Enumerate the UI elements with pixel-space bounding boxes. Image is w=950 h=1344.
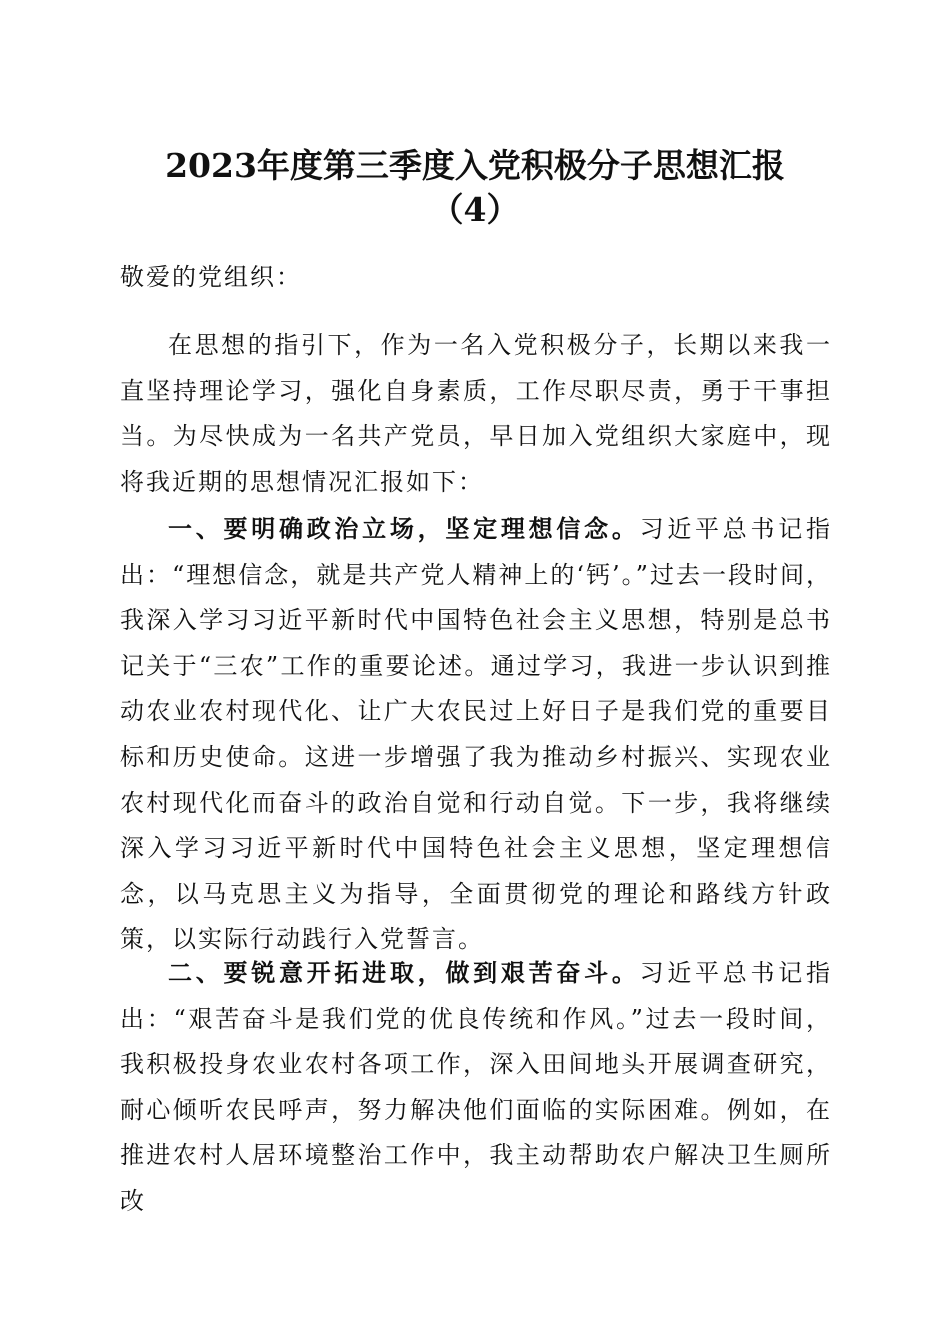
paragraph-intro-text: 在思想的指引下，作为一名入党积极分子，长期以来我一直坚持理论学习，强化自身素质，工作尽职尽责，勇于干事担当。为尽快成为一名共产党员，早日加入党组织大家庭中，现将我近期的思想情况汇报如下： [120, 331, 832, 496]
paragraph-section-1 [120, 506, 832, 963]
document-title: 2023年度第三季度入党积极分子思想汇报 [165, 146, 785, 185]
paragraph-section-2 [120, 950, 832, 1225]
section-2-heading: 二、要锐意开拓进取，做到艰苦奋斗。 [168, 958, 640, 987]
paragraph-intro [120, 323, 832, 505]
salutation: 敬爱的党组织： [120, 263, 302, 291]
section-1-text: 习近平总书记指出：“理想信念，就是共产党人精神上的‘钙’。”过去一段时间，我深入学习习近平新时代中国特色社会主义思想，特别是总书记关于“三农”工作的重要论述。通过学习，我进一步认识到推动农业农村现代化、让广大农民过上好日子是我们党的重要目标和历史使命。这进一步增强了我为推动乡村振兴、实现农业农村现代化而奋斗的政治自觉和行动自觉。下一步，我将继续深入学习习近平新时代中国特色社会主义思想，坚定理想信念，以马克思主义为指导，全面贯彻党的理论和路线方针政策，以实际行动践行入党誓言。 [120, 515, 833, 954]
section-2-text: 习近平总书记指出：“艰苦奋斗是我们党的优良传统和作风。”过去一段时间，我积极投身农业农村各项工作，深入田间地头开展调查研究，耐心倾听农民呼声，努力解决他们面临的实际困难。例如，在推进农村人居环境整治工作中，我主动帮助农户解决卫生厕所改 [120, 959, 833, 1215]
section-1-heading: 一、要明确政治立场，坚定理想信念。 [168, 514, 640, 543]
document-title-number: （4） [430, 190, 520, 229]
